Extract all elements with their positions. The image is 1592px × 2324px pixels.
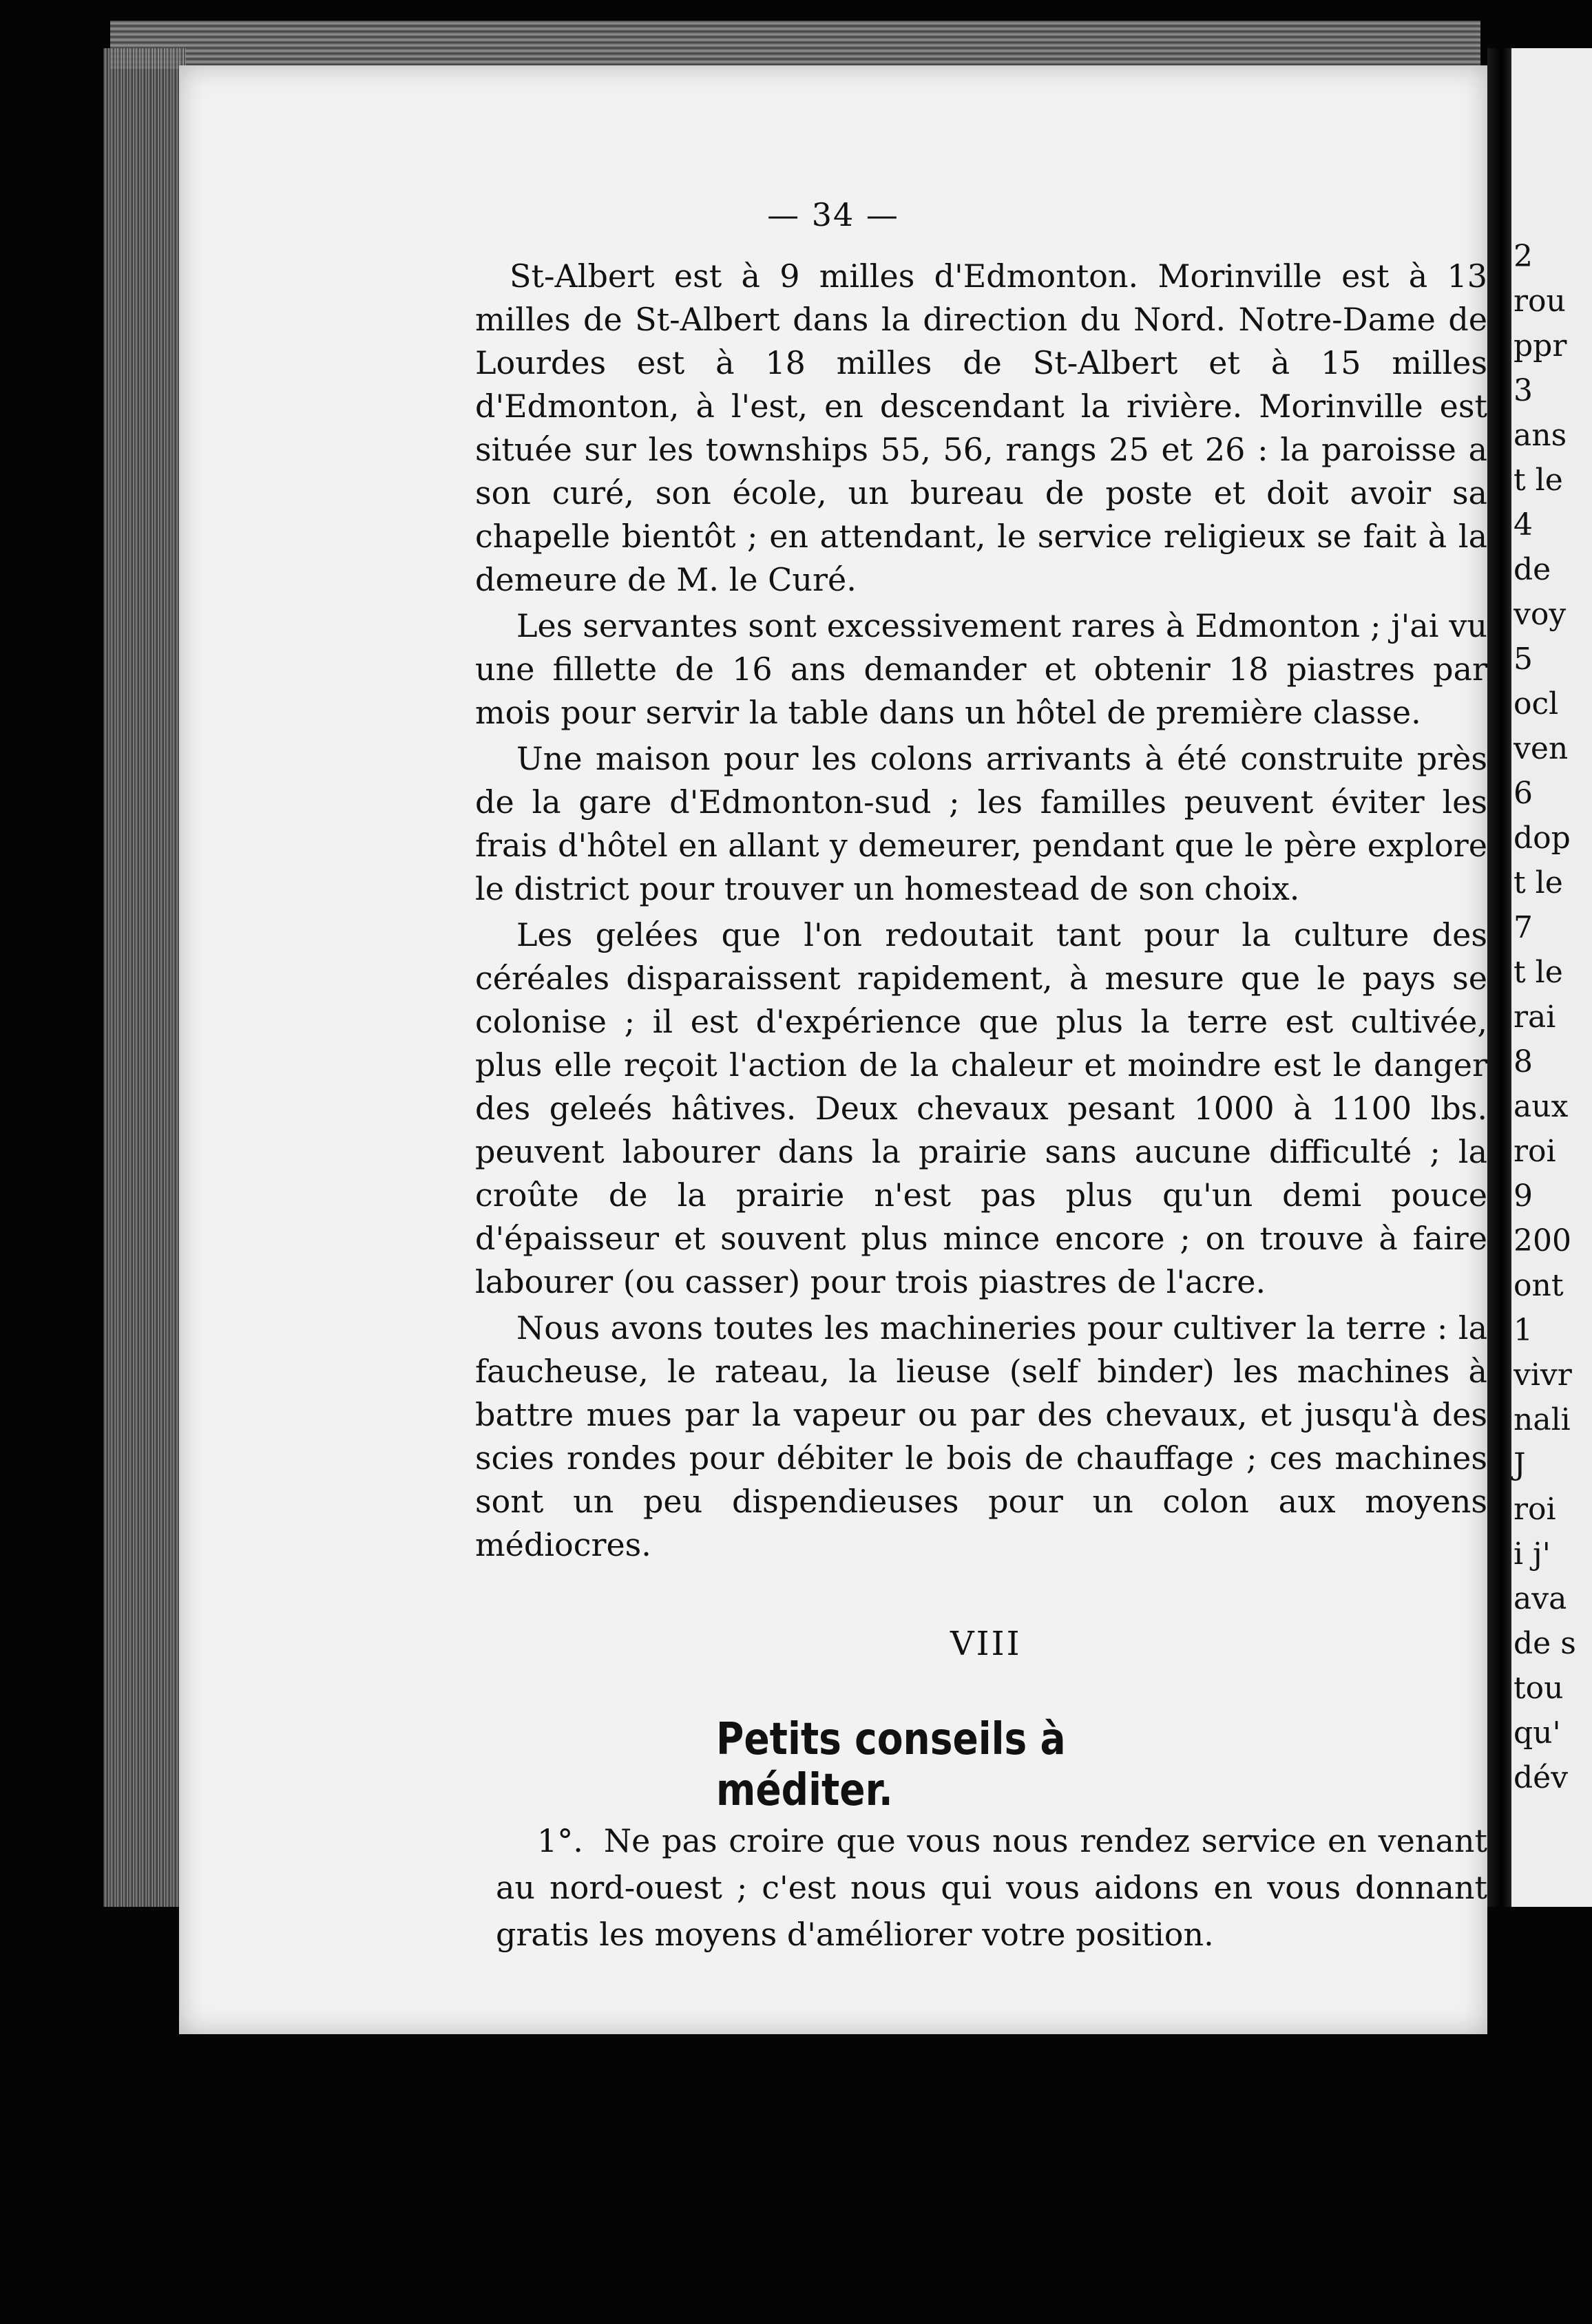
paragraph: Les gelées que l'on redoutait tant pour la culture des céréales disparaissent rapidement, à mesure que le pays se colonise ; il est d'expérience que plus la terre est cultivée, plus elle reçoit l'action de la chaleur et moindre est le danger des geleés hâtives. Deux chevaux pesant 1000 à 1100 lbs. peuvent labourer dans la prairie sans aucune difficulté ; la croûte de la prairie n'est pas plus qu'un demi pouce d'épaisseur et souvent plus mince encore ; on trouve à faire labourer (ou casser) pour trois piastres de l'acre.	[475, 916, 1487, 1300]
next-page-fragment: 7	[1514, 910, 1533, 945]
next-page-fragment: de s	[1514, 1626, 1576, 1661]
next-page-fragment: 8	[1514, 1044, 1533, 1079]
next-page-fragment: tou	[1514, 1671, 1564, 1706]
section-title: Petits conseils à méditer.	[716, 1714, 1066, 1816]
page-number: — 34 —	[767, 196, 899, 233]
section-numeral: VIII	[950, 1625, 1022, 1663]
body-text	[475, 255, 1487, 1570]
next-page-fragment: aux	[1514, 1089, 1569, 1124]
next-page-fragment: rai	[1514, 1000, 1556, 1035]
next-page-fragment: dop	[1514, 821, 1571, 856]
next-page-fragment: ont	[1514, 1268, 1564, 1303]
next-page-fragment: voy	[1514, 597, 1567, 632]
next-page-fragment: i j'	[1514, 1536, 1551, 1572]
paragraph: Les servantes sont excessivement rares à Edmonton ; j'ai vu une fillette de 16 ans demander et obtenir 18 piastres par mois pour servir la table dans un hôtel de première classe.	[475, 607, 1487, 731]
next-page-fragment: roi	[1514, 1134, 1556, 1169]
next-page-fragment: roi	[1514, 1492, 1556, 1527]
next-page-fragment: dév	[1514, 1760, 1569, 1795]
next-page-fragment: ppr	[1514, 328, 1567, 363]
paragraph: Une maison pour les colons arrivants à été construite près de la gare d'Edmonton-sud ; les familles peuvent éviter les frais d'hôtel en allant y demeurer, pendant que le père explore le district pour trouver un homestead de son choix.	[475, 740, 1487, 907]
book-page-stack	[103, 48, 186, 1907]
next-page-fragment: de	[1514, 552, 1551, 587]
next-page-fragment: t le	[1514, 865, 1563, 900]
next-page-fragment: ven	[1514, 731, 1569, 766]
next-page-fragment: 1	[1514, 1313, 1533, 1348]
next-page-fragment: nali	[1514, 1402, 1571, 1437]
paragraph: Nous avons toutes les machineries pour cultiver la terre : la faucheuse, le rateau, la lieuse (self binder) les machines à battre mues par la vapeur ou par des chevaux, et jusqu'à des scies rondes pour débiter le bois de chauffage ; ces machines sont un peu dispendieuses pour un colon aux moyens médiocres.	[475, 1309, 1487, 1563]
book-binding	[1487, 48, 1511, 1907]
next-page-fragment: t le	[1514, 463, 1563, 498]
next-page-fragment: 2	[1514, 239, 1533, 274]
next-page-fragment: ocl	[1514, 686, 1559, 721]
next-page-fragment: 9	[1514, 1179, 1533, 1214]
next-page-fragment: 6	[1514, 776, 1533, 811]
book-top-edge	[110, 21, 1480, 69]
advice-number: 1°.	[537, 1822, 583, 1859]
next-page-fragment: t le	[1514, 955, 1563, 990]
paragraph: St-Albert est à 9 milles d'Edmonton. Morinville est à 13 milles de St-Albert dans la direction du Nord. Notre-Dame de Lourdes est à 18 milles de St-Albert et à 15 milles d'Edmonton, à l'est, en descendant la rivière. Morinville est située sur les townships 55, 56, rangs 25 et 26 : la paroisse a son curé, son école, un bureau de poste et doit avoir sa chapelle bientôt ; en attendant, le service religieux se fait à la demeure de M. le Curé.	[475, 257, 1487, 598]
next-page-fragment: vivr	[1514, 1358, 1572, 1393]
advice-text: Ne pas croire que vous nous rendez service en venant au nord-ouest ; c'est nous qui vous aidons en vous donnant gratis les moyens d'améliorer votre position.	[496, 1822, 1487, 1953]
next-page-fragment: 200	[1514, 1223, 1571, 1258]
next-page-fragment: qu'	[1514, 1715, 1561, 1751]
next-page-fragment: 3	[1514, 373, 1533, 408]
next-page-fragment: J	[1514, 1447, 1526, 1482]
next-page-fragment: rou	[1514, 284, 1566, 319]
next-page-fragment: 4	[1514, 507, 1533, 542]
advice-item	[496, 1817, 1487, 1958]
next-page-fragment: 5	[1514, 642, 1533, 677]
next-page-fragment: ans	[1514, 418, 1567, 453]
next-page-text	[1514, 234, 1592, 1800]
next-page-fragment: ava	[1514, 1581, 1567, 1616]
